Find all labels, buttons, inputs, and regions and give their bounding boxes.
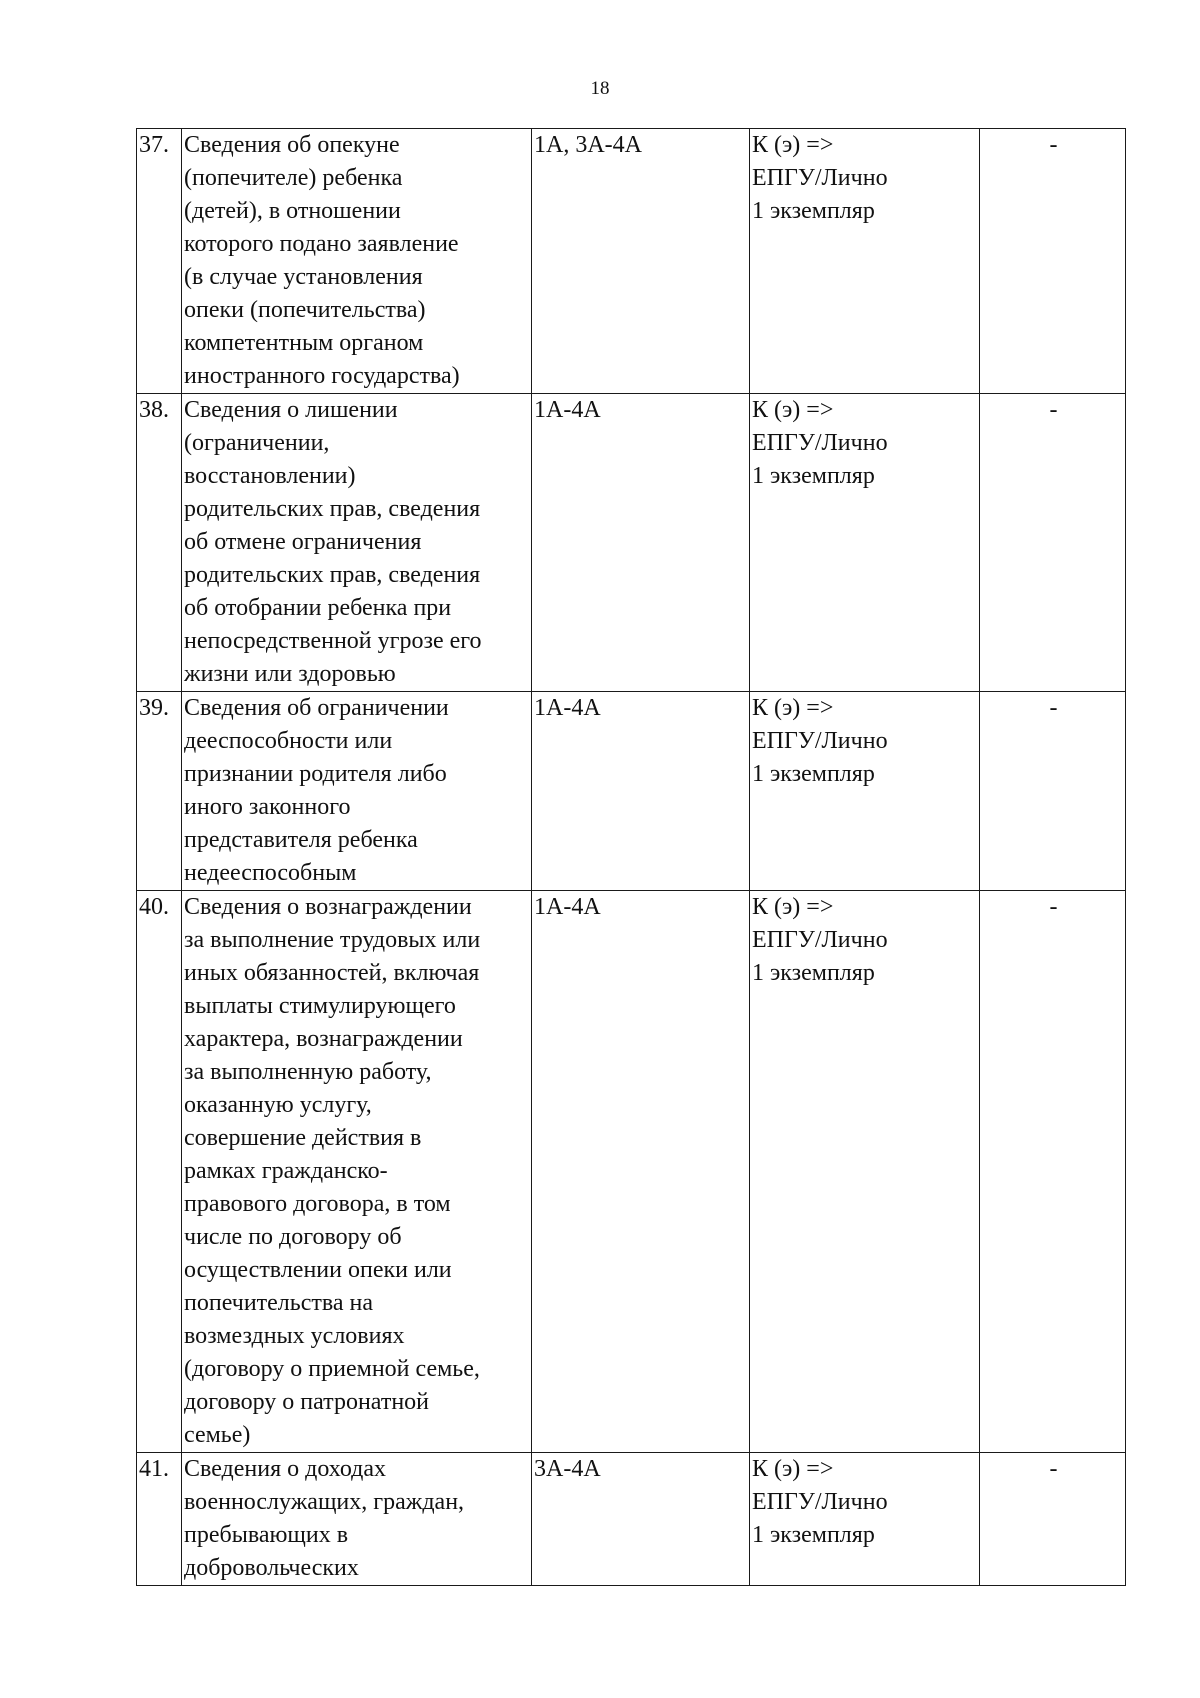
submission-form (750, 129, 980, 394)
description-line: Сведения об опекуне (184, 132, 400, 158)
description-line: (попечителе) ребенка (184, 165, 403, 191)
submission-form-line: К (э) => (752, 397, 834, 423)
description-line: Сведения об ограничении (184, 695, 449, 721)
description-line: иного законного (184, 794, 351, 820)
row-number: 41. (137, 1453, 182, 1586)
description-line: пребывающих в (184, 1522, 349, 1548)
description-line: представителя ребенка (184, 827, 418, 853)
submission-form-line: К (э) => (752, 894, 834, 920)
description-line: восстановлении) (184, 463, 356, 489)
description-line: родительских прав, сведения (184, 496, 481, 522)
documents-table-body (137, 129, 1126, 1586)
description-line: признании родителя либо (184, 761, 447, 787)
submission-form (750, 1453, 980, 1586)
description-line: попечительства на (184, 1290, 374, 1316)
description-line: об отобрании ребенка при (184, 595, 452, 621)
description-line: совершение действия в (184, 1125, 422, 1151)
description-line: (ограничении, (184, 430, 330, 456)
submission-form-line: ЕПГУ/Лично (752, 728, 888, 754)
description-line: добровольческих (184, 1555, 359, 1581)
submission-form-line: К (э) => (752, 132, 834, 158)
description-line: компетентным органом (184, 330, 424, 356)
description-line: семье) (184, 1422, 251, 1448)
document-description (182, 692, 532, 891)
table-row (137, 129, 1126, 394)
description-line: возмездных условиях (184, 1323, 405, 1349)
submission-form (750, 692, 980, 891)
applicant-categories: 1А-4А (532, 394, 750, 692)
description-line: Сведения о доходах (184, 1456, 386, 1482)
table-row (137, 394, 1126, 692)
table-row (137, 692, 1126, 891)
description-line: оказанную услугу, (184, 1092, 372, 1118)
submission-form-line: 1 экземпляр (752, 1522, 875, 1548)
description-line: (в случае установления (184, 264, 423, 290)
row-number: 37. (137, 129, 182, 394)
description-line: за выполнение трудовых или (184, 927, 481, 953)
description-line: характера, вознаграждении (184, 1026, 463, 1052)
description-line: недееспособным (184, 860, 357, 886)
additional-info: - (980, 891, 1126, 1453)
submission-form-line: 1 экземпляр (752, 463, 875, 489)
submission-form-line: 1 экземпляр (752, 761, 875, 787)
description-line: осуществлении опеки или (184, 1257, 452, 1283)
description-line: дееспособности или (184, 728, 393, 754)
description-line: за выполненную работу, (184, 1059, 432, 1085)
document-description (182, 1453, 532, 1586)
description-line: которого подано заявление (184, 231, 459, 257)
description-line: договору о патронатной (184, 1389, 430, 1415)
submission-form-line: К (э) => (752, 695, 834, 721)
submission-form-line: 1 экземпляр (752, 198, 875, 224)
document-description (182, 394, 532, 692)
additional-info: - (980, 1453, 1126, 1586)
description-line: числе по договору об (184, 1224, 402, 1250)
applicant-categories: 1А-4А (532, 891, 750, 1453)
submission-form (750, 891, 980, 1453)
row-number: 40. (137, 891, 182, 1453)
description-line: Сведения о вознаграждении (184, 894, 472, 920)
description-line: Сведения о лишении (184, 397, 398, 423)
table-row (137, 891, 1126, 1453)
applicant-categories: 1А, 3А-4А (532, 129, 750, 394)
additional-info: - (980, 692, 1126, 891)
description-line: выплаты стимулирующего (184, 993, 456, 1019)
additional-info: - (980, 394, 1126, 692)
submission-form-line: ЕПГУ/Лично (752, 165, 888, 191)
description-line: рамках гражданско- (184, 1158, 388, 1184)
applicant-categories: 3А-4А (532, 1453, 750, 1586)
additional-info: - (980, 129, 1126, 394)
description-line: опеки (попечительства) (184, 297, 426, 323)
applicant-categories: 1А-4А (532, 692, 750, 891)
description-line: (детей), в отношении (184, 198, 401, 224)
page-number: 18 (590, 78, 610, 99)
submission-form-line: К (э) => (752, 1456, 834, 1482)
description-line: (договору о приемной семье, (184, 1356, 480, 1382)
description-line: иных обязанностей, включая (184, 960, 480, 986)
submission-form-line: 1 экземпляр (752, 960, 875, 986)
description-line: об отмене ограничения (184, 529, 422, 555)
submission-form-line: ЕПГУ/Лично (752, 1489, 888, 1515)
description-line: иностранного государства) (184, 363, 460, 389)
row-number: 38. (137, 394, 182, 692)
submission-form-line: ЕПГУ/Лично (752, 927, 888, 953)
document-description (182, 891, 532, 1453)
submission-form-line: ЕПГУ/Лично (752, 430, 888, 456)
description-line: жизни или здоровью (184, 661, 396, 687)
submission-form (750, 394, 980, 692)
document-description (182, 129, 532, 394)
description-line: правового договора, в том (184, 1191, 451, 1217)
description-line: родительских прав, сведения (184, 562, 481, 588)
table-row (137, 1453, 1126, 1586)
description-line: военнослужащих, граждан, (184, 1489, 465, 1515)
description-line: непосредственной угрозе его (184, 628, 482, 654)
documents-table (136, 128, 1126, 1586)
row-number: 39. (137, 692, 182, 891)
